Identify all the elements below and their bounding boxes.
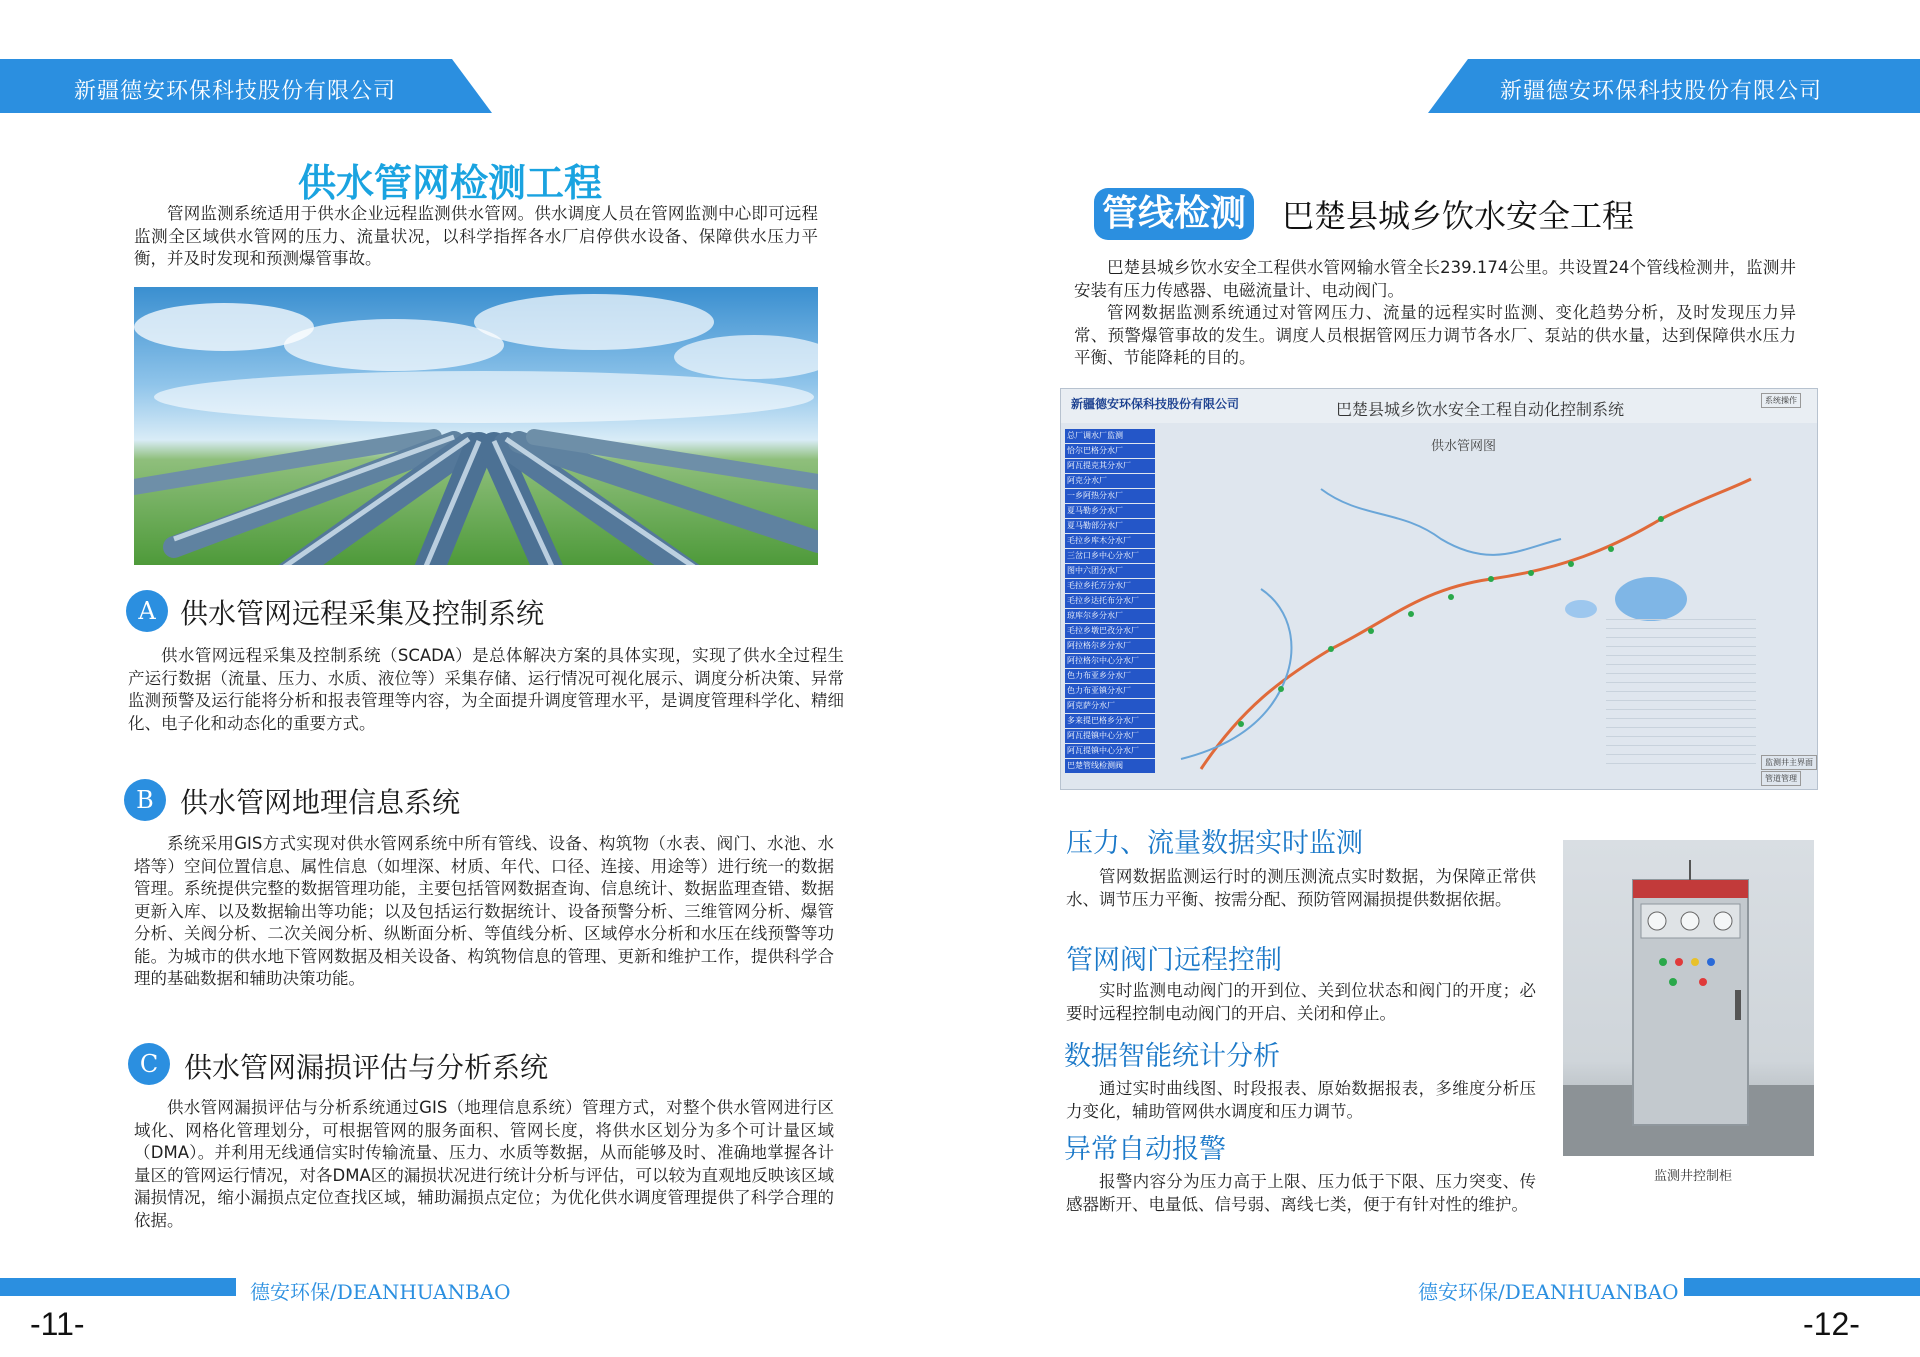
feature-1-title: 压力、流量数据实时监测 bbox=[1066, 828, 1363, 859]
section-b-text: 系统采用GIS方式实现对供水管网系统中所有管线、设备、构筑物（水表、阀门、水池、水塔等）空间位置信息、属性信息（如埋深、材质、年代、口径、连接、用途等）进行统一的数据管理。系统提供完整的数据管理功能，主要包括管网数据查询、信息统计、数据监理查错、数据更新入库、以及数据输出等功能；以及包括运行数据统计、设备预警分析、三维管网分析、爆管分析、关阀分析、二次关阀分析、纵断面分析、等值线分析、区域停水分析和水压在线预警等功能。为城市的供水地下管网数据及相关设备、构筑物信息的管理、更新和维护工作，提供科学合理的基础数据和辅助决策功能。 bbox=[134, 834, 834, 988]
screen-company: 新疆德安环保科技股份有限公司 bbox=[1071, 397, 1240, 411]
screen-menu-item[interactable]: 色力布亚镇分水厂 bbox=[1065, 684, 1155, 698]
section-a-text: 供水管网远程采集及控制系统（SCADA）是总体解决方案的具体实现，实现了供水全过程生产运行数据（流量、压力、水质、液位等）采集存储、运行情况可视化展示、调度分析决策、异常监测预警及运行能将分析和报表管理等内容，为全面提升调度管理水平，是调度管理科学化、精细化、电子化和动态化的重要方式。 bbox=[128, 646, 844, 733]
feature-1-text: 管网数据监测运行时的测压测流点实时数据，为保障正常供水、调节压力平衡、按需分配、预防管网漏损提供数据依据。 bbox=[1066, 867, 1536, 909]
screen-menu-item[interactable]: 夏马勒部分水厂 bbox=[1065, 519, 1155, 533]
right-intro-1: 巴楚县城乡饮水安全工程供水管网输水管全长239.174公里。共设置24个管线检测井，监测井安装有压力传感器、电磁流量计、电动阀门。 bbox=[1074, 258, 1796, 300]
screen-menu-item[interactable]: 巴楚管线检测阀 bbox=[1065, 759, 1155, 773]
footer-brand-left: 德安环保/DEANHUANBAO bbox=[250, 1280, 511, 1304]
screen-menu-item[interactable]: 三岔口乡中心分水厂 bbox=[1065, 549, 1155, 563]
screen-menu-item[interactable]: 毛拉乡达托布分水厂 bbox=[1065, 594, 1155, 608]
section-c-badge: C bbox=[128, 1043, 170, 1085]
page-number-right: -12- bbox=[1803, 1306, 1860, 1342]
screen-button[interactable]: 监测井主界面 bbox=[1761, 755, 1817, 770]
screen-button[interactable]: 管道管理 bbox=[1761, 771, 1801, 786]
feature-3-text: 通过实时曲线图、时段报表、原始数据报表，多维度分析压力变化，辅助管网供水调度和压力调节。 bbox=[1066, 1079, 1536, 1121]
screen-menu-item[interactable]: 总厂调水厂监测 bbox=[1065, 429, 1155, 443]
feature-2-text: 实时监测电动阀门的开到位、关到位状态和阀门的开度；必要时远程控制电动阀门的开启、关闭和停止。 bbox=[1066, 981, 1536, 1023]
feature-4-text: 报警内容分为压力高于上限、压力低于下限、压力突变、传感器断开、电量低、信号弱、离线七类，便于有针对性的维护。 bbox=[1066, 1172, 1536, 1214]
screen-menu-item[interactable]: 阿克萨分水厂 bbox=[1065, 699, 1155, 713]
screen-map-label: 供水管网图 bbox=[1431, 439, 1497, 454]
section-b-badge: B bbox=[124, 779, 166, 821]
section-a-title: 供水管网远程采集及控制系统 bbox=[180, 597, 545, 630]
screen-data-table bbox=[1606, 619, 1756, 769]
screen-button[interactable]: 系统操作 bbox=[1761, 393, 1801, 408]
photo-caption: 监测井控制柜 bbox=[1654, 1169, 1733, 1184]
footer-bar-right bbox=[1684, 1278, 1920, 1296]
pipeline-illustration bbox=[134, 287, 818, 565]
section-c-title: 供水管网漏损评估与分析系统 bbox=[184, 1051, 549, 1084]
screen-menu-item[interactable]: 阿瓦提镇中心分水厂 bbox=[1065, 744, 1155, 758]
feature-2-title: 管网阀门远程控制 bbox=[1066, 945, 1282, 976]
control-cabinet-photo bbox=[1563, 840, 1814, 1156]
screen-menu-item[interactable]: 图中六团分水厂 bbox=[1065, 564, 1155, 578]
section-tag: 管线检测 bbox=[1094, 188, 1254, 240]
screen-menu-item[interactable]: 阿拉格尔中心分水厂 bbox=[1065, 654, 1155, 668]
screen-menu-item[interactable]: 多来提巴格乡分水厂 bbox=[1065, 714, 1155, 728]
screen-menu-item[interactable]: 阿瓦提镇中心分水厂 bbox=[1065, 729, 1155, 743]
screen-menu-item[interactable]: 毛拉乡墩巴孜分水厂 bbox=[1065, 624, 1155, 638]
section-c-text: 供水管网漏损评估与分析系统通过GIS（地理信息系统）管理方式，对整个供水管网进行区域化、网格化管理划分，可根据管网的服务面积、管网长度，将供水区划分为多个可计量区域（DMA）。并利用无线通信实时传输流量、压力、水质等数据，从而能够及时、准确地掌握各计量区的管网运行情况，对各DMA区的漏损状况进行统计分析与评估，可以较为直观地反映该区域漏损情况，缩小漏损点定位查找区域，辅助漏损点定位；为优化供水调度管理提供了科学合理的依据。 bbox=[134, 1098, 834, 1230]
screen-menu-item[interactable]: 毛拉乡托万分水厂 bbox=[1065, 579, 1155, 593]
screen-menu-item[interactable]: 色力布亚乡分水厂 bbox=[1065, 669, 1155, 683]
footer-bar-left bbox=[0, 1278, 236, 1296]
page-number-left: -11- bbox=[30, 1306, 85, 1342]
footer-brand-right: 德安环保/DEANHUANBAO bbox=[1418, 1280, 1679, 1304]
feature-3-title: 数据智能统计分析 bbox=[1064, 1041, 1280, 1072]
screen-menu-item[interactable]: 毛拉乡库木分水厂 bbox=[1065, 534, 1155, 548]
screen-menu-item[interactable]: 恰尔巴格分水厂 bbox=[1065, 444, 1155, 458]
screen-menu bbox=[1065, 429, 1155, 774]
screen-menu-item[interactable]: 阿克分水厂 bbox=[1065, 474, 1155, 488]
screen-menu-item[interactable]: 阿瓦提克其分水厂 bbox=[1065, 459, 1155, 473]
right-intro-2: 管网数据监测系统通过对管网压力、流量的远程实时监测、变化趋势分析，及时发现压力异常、预警爆管事故的发生。调度人员根据管网压力调节各水厂、泵站的供水量，达到保障供水压力平衡、节能降耗的目的。 bbox=[1074, 303, 1796, 367]
section-a-badge: A bbox=[126, 590, 168, 632]
control-cabinet-illustration bbox=[1563, 840, 1814, 1156]
header-company-left: 新疆德安环保科技股份有限公司 bbox=[74, 79, 397, 104]
page-title-left: 供水管网检测工程 bbox=[297, 161, 602, 205]
control-system-screen bbox=[1060, 388, 1818, 790]
header-company-right: 新疆德安环保科技股份有限公司 bbox=[1500, 79, 1823, 104]
section-b-title: 供水管网地理信息系统 bbox=[180, 786, 461, 819]
screen-menu-item[interactable]: 阿拉格尔乡分水厂 bbox=[1065, 639, 1155, 653]
screen-menu-item[interactable]: 琼库尔乡分水厂 bbox=[1065, 609, 1155, 623]
screen-menu-item[interactable]: 一乡阿热分水厂 bbox=[1065, 489, 1155, 503]
left-intro: 管网监测系统适用于供水企业远程监测供水管网。供水调度人员在管网监测中心即可远程监测全区域供水管网的压力、流量状况，以科学指挥各水厂启停供水设备、保障供水压力平衡，并及时发现和预测爆管事故。 bbox=[134, 204, 818, 268]
pipeline-photo bbox=[134, 287, 818, 565]
screen-menu-item[interactable]: 夏马勒乡分水厂 bbox=[1065, 504, 1155, 518]
page-title-right: 巴楚县城乡饮水安全工程 bbox=[1282, 197, 1635, 235]
feature-4-title: 异常自动报警 bbox=[1064, 1134, 1226, 1165]
screen-system-title: 巴楚县城乡饮水安全工程自动化控制系统 bbox=[1336, 400, 1625, 419]
